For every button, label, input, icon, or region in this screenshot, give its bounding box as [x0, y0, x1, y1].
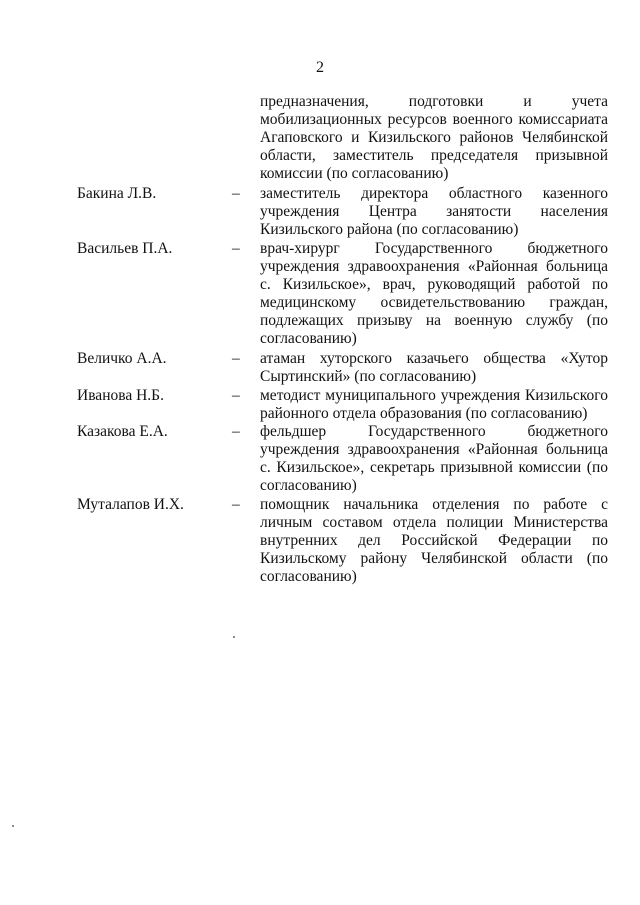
member-name: Величко А.А. — [77, 350, 167, 367]
member-dash: – — [232, 387, 240, 404]
member-role: атаман хуторского казачьего общества «Хутор Сыртинский» (по согласованию) — [260, 350, 608, 385]
member-dash: – — [232, 185, 240, 202]
member-name: Иванова Н.Б. — [77, 387, 164, 404]
scan-speck — [233, 636, 235, 638]
member-name: Бакина Л.В. — [77, 185, 157, 202]
scan-speck — [12, 825, 14, 827]
member-dash: – — [232, 496, 240, 513]
member-role: помощник начальника отделения по работе с личным составом отдела полиции Министерства внутренних дел Российской Федерации по Кизильскому району Челябинской области (по согласованию) — [260, 496, 608, 585]
member-name: Муталапов И.Х. — [77, 496, 184, 513]
member-entry — [0, 387, 640, 423]
member-role: врач-хирург Государственного бюджетного учреждения здравоохранения «Районная больница с. Кизильское», врач, руководящий работой по медицинскому освидетельствованию граждан, подлежащих призыву на военную службу (по согласованию) — [260, 240, 608, 347]
member-role: заместитель директора областного казенного учреждения Центра занятости населения Кизильского района (по согласованию) — [260, 185, 608, 238]
member-dash: – — [232, 423, 240, 440]
member-role: предназначения, подготовки и учета мобилизационных ресурсов военного комиссариата Агаповского и Кизильского районов Челябинской области, заместитель председателя призывной комиссии (по согласованию) — [260, 93, 608, 182]
member-dash: – — [232, 240, 240, 257]
member-name: Васильев П.А. — [77, 240, 173, 257]
member-role: фельдшер Государственного бюджетного учреждения здравоохранения «Районная больница с. Кизильское», секретарь призывной комиссии (по согласованию) — [260, 423, 608, 494]
member-entry — [0, 93, 640, 185]
page-number: 2 — [316, 59, 324, 76]
member-entry — [0, 350, 640, 387]
member-entry — [0, 423, 640, 496]
member-entry — [0, 185, 640, 240]
member-name: Казакова Е.А. — [77, 423, 168, 440]
member-entry — [0, 240, 640, 350]
member-entry — [0, 496, 640, 588]
commission-member-list — [0, 93, 640, 588]
member-role: методист муниципального учреждения Кизильского районного отдела образования (по согласованию) — [260, 387, 608, 422]
member-dash: – — [232, 350, 240, 367]
